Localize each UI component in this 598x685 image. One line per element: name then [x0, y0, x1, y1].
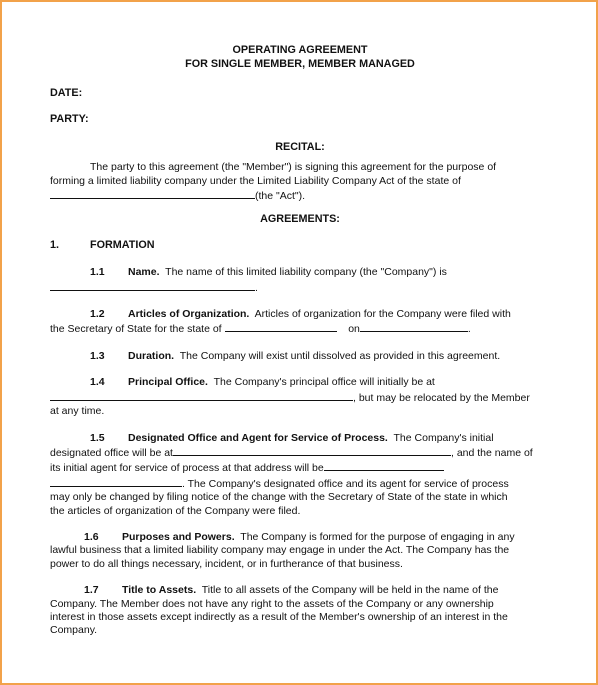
subsection-text: power to do all things necessary, incident, or in furtherance of that business.: [50, 557, 403, 570]
recital-line-1: [50, 161, 550, 174]
section-number: 1.: [50, 238, 60, 251]
section-1-7-line-3: [50, 611, 550, 624]
subsection-text: interest in those assets except indirectly as a result of the Member's ownership of an interest in the: [50, 610, 508, 623]
section-1-7: [50, 584, 550, 597]
recital-line-3: [50, 188, 550, 203]
company-name-blank: [50, 280, 255, 291]
formation-heading: [50, 239, 550, 252]
section-1-2: [50, 308, 550, 321]
subsection-text: , and the name of: [450, 446, 533, 459]
subsection-text: Company. The Member does not have any right to the assets of the Company or any ownership: [50, 597, 494, 610]
doc-title: OPERATING AGREEMENT: [232, 44, 368, 56]
section-1-6: [50, 531, 550, 544]
section-1-5-line-4: [50, 476, 550, 491]
subsection-title: Articles of Organization.: [128, 308, 250, 321]
subsection-text: Company.: [50, 624, 98, 637]
recital-heading: RECITAL:: [275, 140, 325, 153]
subsection-text: designated office will be at: [50, 446, 173, 459]
subsection-number: 1.4: [90, 376, 105, 389]
subsection-number: 1.7: [84, 584, 99, 597]
section-1-5-line-2: [50, 445, 550, 460]
recital-text-2: forming a limited liability company under the Limited Liability Company Act of the state of: [50, 174, 461, 187]
subsection-text: the Secretary of State for the state of: [50, 323, 222, 336]
subsection-title: Purposes and Powers.: [122, 530, 235, 543]
document-page: [50, 38, 550, 638]
on-text: on: [348, 323, 360, 336]
subsection-text: The Company's initial: [393, 431, 494, 444]
section-1-4-line-3: [50, 405, 550, 418]
section-1-2-line-2: the Secretary of State for the state of on .: [50, 323, 471, 336]
subsection-text: at any time.: [50, 405, 105, 418]
section-1-6-line-2: [50, 544, 550, 557]
subsection-text: lawful business that a limited liability company may engage in under the Act. The Company has the: [50, 544, 510, 557]
subsection-text: The Company's principal office will initially be at: [213, 376, 435, 389]
subsection-number: 1.6: [84, 530, 99, 543]
state-blank: [50, 188, 255, 199]
subsection-text: the articles of organization of the Company were filed.: [50, 504, 301, 517]
party-label: PARTY:: [50, 113, 89, 126]
subsection-title: Designated Office and Agent for Service of Process.: [128, 431, 388, 444]
subsection-number: 1.5: [90, 431, 105, 444]
doc-subtitle: FOR SINGLE MEMBER, MEMBER MANAGED: [185, 57, 415, 70]
subsection-text: its initial agent for service of process at that address will be: [50, 462, 324, 475]
subsection-title: Principal Office.: [128, 376, 208, 389]
recital-text-3: (the "Act").: [255, 190, 306, 203]
section-1-1: [50, 266, 550, 279]
subsection-text: may only be changed by filing notice of the change with the Secretary of State of the state in which: [50, 491, 508, 504]
state-blank: [225, 321, 337, 332]
section-1-7-line-2: [50, 598, 550, 611]
subsection-text: Articles of organization for the Company were filed with: [254, 308, 511, 321]
designated-office-blank: [173, 445, 451, 456]
recital-text-1: The party to this agreement (the "Member") is signing this agreement for the purpose of: [90, 161, 497, 174]
section-1-5-line-6: [50, 505, 550, 518]
section-label: FORMATION: [90, 238, 155, 251]
section-1-5: [50, 432, 550, 445]
section-1-1-line-2: .: [50, 280, 550, 295]
subsection-number: 1.1: [90, 266, 105, 279]
subsection-title: Name.: [128, 266, 160, 279]
agent-name-blank: [324, 460, 444, 471]
section-1-7-line-4: [50, 624, 550, 637]
section-1-5-line-3: [50, 460, 550, 475]
subsection-text: The name of this limited liability company (the "Company") is: [165, 266, 447, 279]
section-1-3: [50, 350, 550, 363]
section-1-6-line-3: [50, 558, 550, 571]
subsection-number: 1.2: [90, 308, 105, 321]
subsection-title: Title to Assets.: [122, 584, 197, 597]
subsection-text: , but may be relocated by the Member: [353, 391, 530, 404]
section-1-4-line-2: [50, 390, 550, 405]
office-blank: [50, 390, 353, 401]
date-blank: [360, 321, 468, 332]
subsection-text: The Company will exist until dissolved as provided in this agreement.: [179, 349, 501, 362]
subsection-text: The Company is formed for the purpose of engaging in any: [240, 530, 515, 543]
subsection-text: . The Company's designated office and its agent for service of process: [182, 477, 509, 490]
section-1-4: [50, 376, 550, 389]
subsection-text: Title to all assets of the Company will be held in the name of the: [201, 584, 499, 597]
recital-line-2: [50, 175, 550, 188]
subsection-number: 1.3: [90, 349, 105, 362]
date-label: DATE:: [50, 87, 83, 99]
section-1-5-line-5: [50, 491, 550, 504]
agent-blank-cont: [50, 476, 182, 487]
subsection-title: Duration.: [128, 349, 175, 362]
agreements-heading: AGREEMENTS:: [260, 213, 340, 226]
